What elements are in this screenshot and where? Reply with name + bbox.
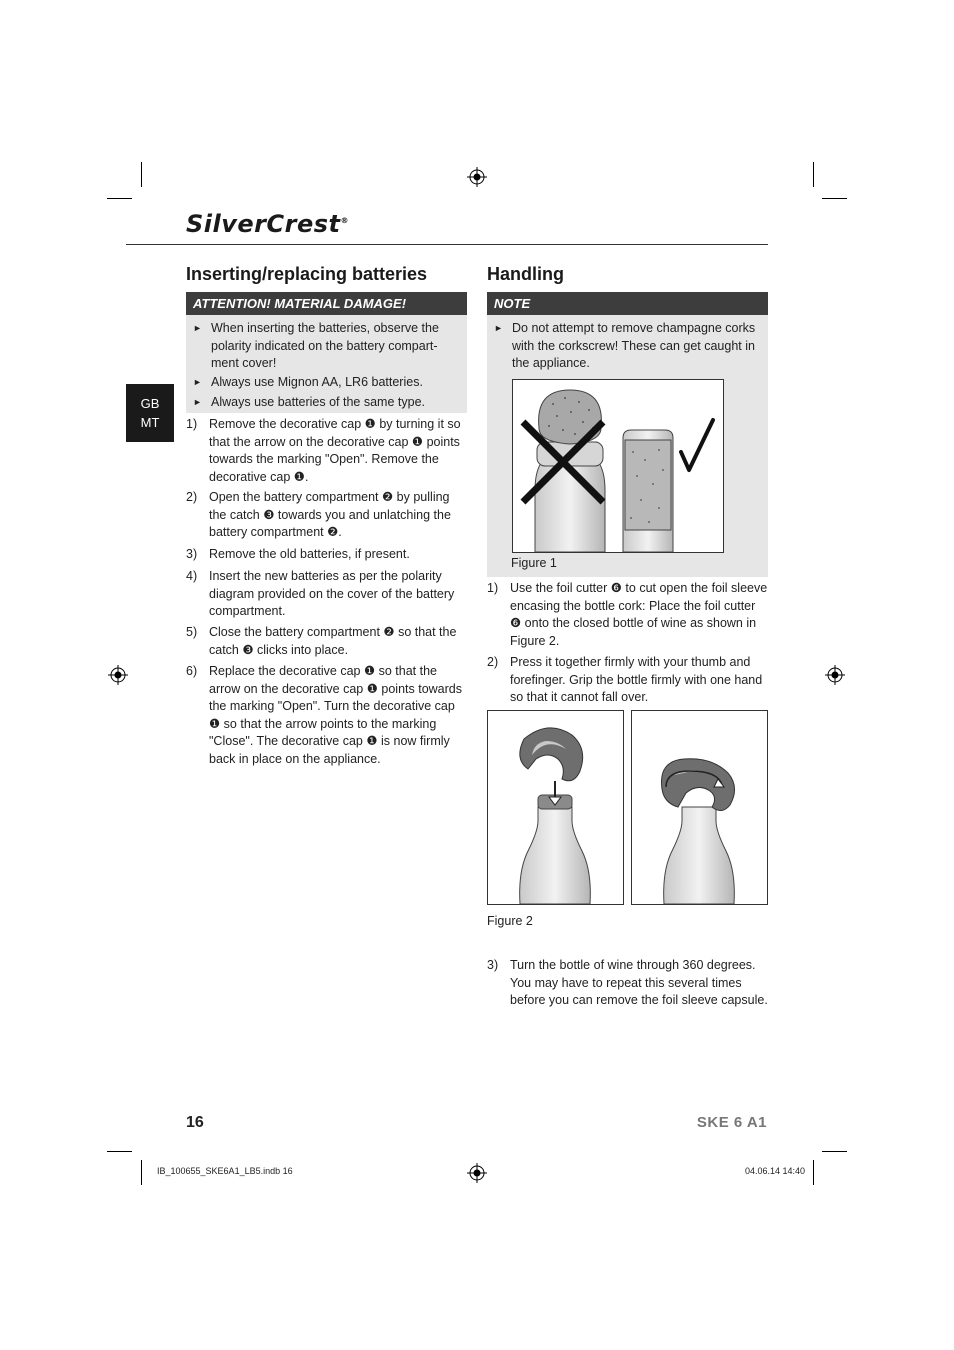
crop-mark: [822, 1151, 847, 1152]
crop-mark: [107, 198, 132, 199]
crop-mark: [822, 198, 847, 199]
note-bar: NOTE: [487, 292, 768, 315]
figure-2b-illustration: [632, 711, 767, 904]
registration-mark-icon: [467, 1163, 487, 1183]
note-item: ► Do not attempt to remove champagne corks with the corkscrew! These can get caught in the appliance.: [494, 321, 756, 370]
arrow-bullet-icon: ►: [193, 397, 202, 407]
registration-mark-icon: [467, 167, 487, 187]
section-title-handling: Handling: [487, 264, 564, 284]
crop-mark: [813, 162, 814, 187]
figure-1-caption: Figure 1: [511, 556, 557, 570]
attention-bar: ATTENTION! MATERIAL DAMAGE!: [186, 292, 467, 315]
crop-mark: [107, 1151, 132, 1152]
arrow-bullet-icon: ►: [193, 323, 202, 333]
figure-1-illustration: [513, 380, 723, 552]
section-title-batteries: Inserting/replacing batteries: [186, 264, 428, 284]
print-slug-date: 04.06.14 14:40: [744, 1166, 805, 1176]
page-number: 16: [186, 1114, 204, 1131]
registration-mark-icon: [108, 665, 128, 685]
crop-mark: [141, 1160, 142, 1185]
figure-1: [512, 379, 724, 553]
figure-2-caption: Figure 2: [487, 914, 533, 928]
attention-item: ► Always use Mignon AA, LR6 batteries.: [193, 374, 451, 392]
arrow-bullet-icon: ►: [193, 377, 202, 387]
brand-logo: SilverCrest®: [186, 210, 349, 238]
language-tab: GB MT: [126, 384, 174, 442]
arrow-bullet-icon: ►: [494, 323, 503, 333]
print-slug-file: IB_100655_SKE6A1_LB5.indb 16: [157, 1166, 293, 1176]
figure-2b: [631, 710, 768, 905]
figure-2a-illustration: [488, 711, 623, 904]
attention-item: ► When inserting the batteries, observe the polarity indicated on the battery compart-ment cover!: [193, 321, 439, 370]
header-divider: [126, 244, 768, 245]
figure-2a: [487, 710, 624, 905]
attention-item: ► Always use batteries of the same type.: [193, 394, 451, 412]
model-number: SKE 6 A1: [696, 1114, 767, 1131]
crop-mark: [141, 162, 142, 187]
registration-mark-icon: [825, 665, 845, 685]
crop-mark: [813, 1160, 814, 1185]
